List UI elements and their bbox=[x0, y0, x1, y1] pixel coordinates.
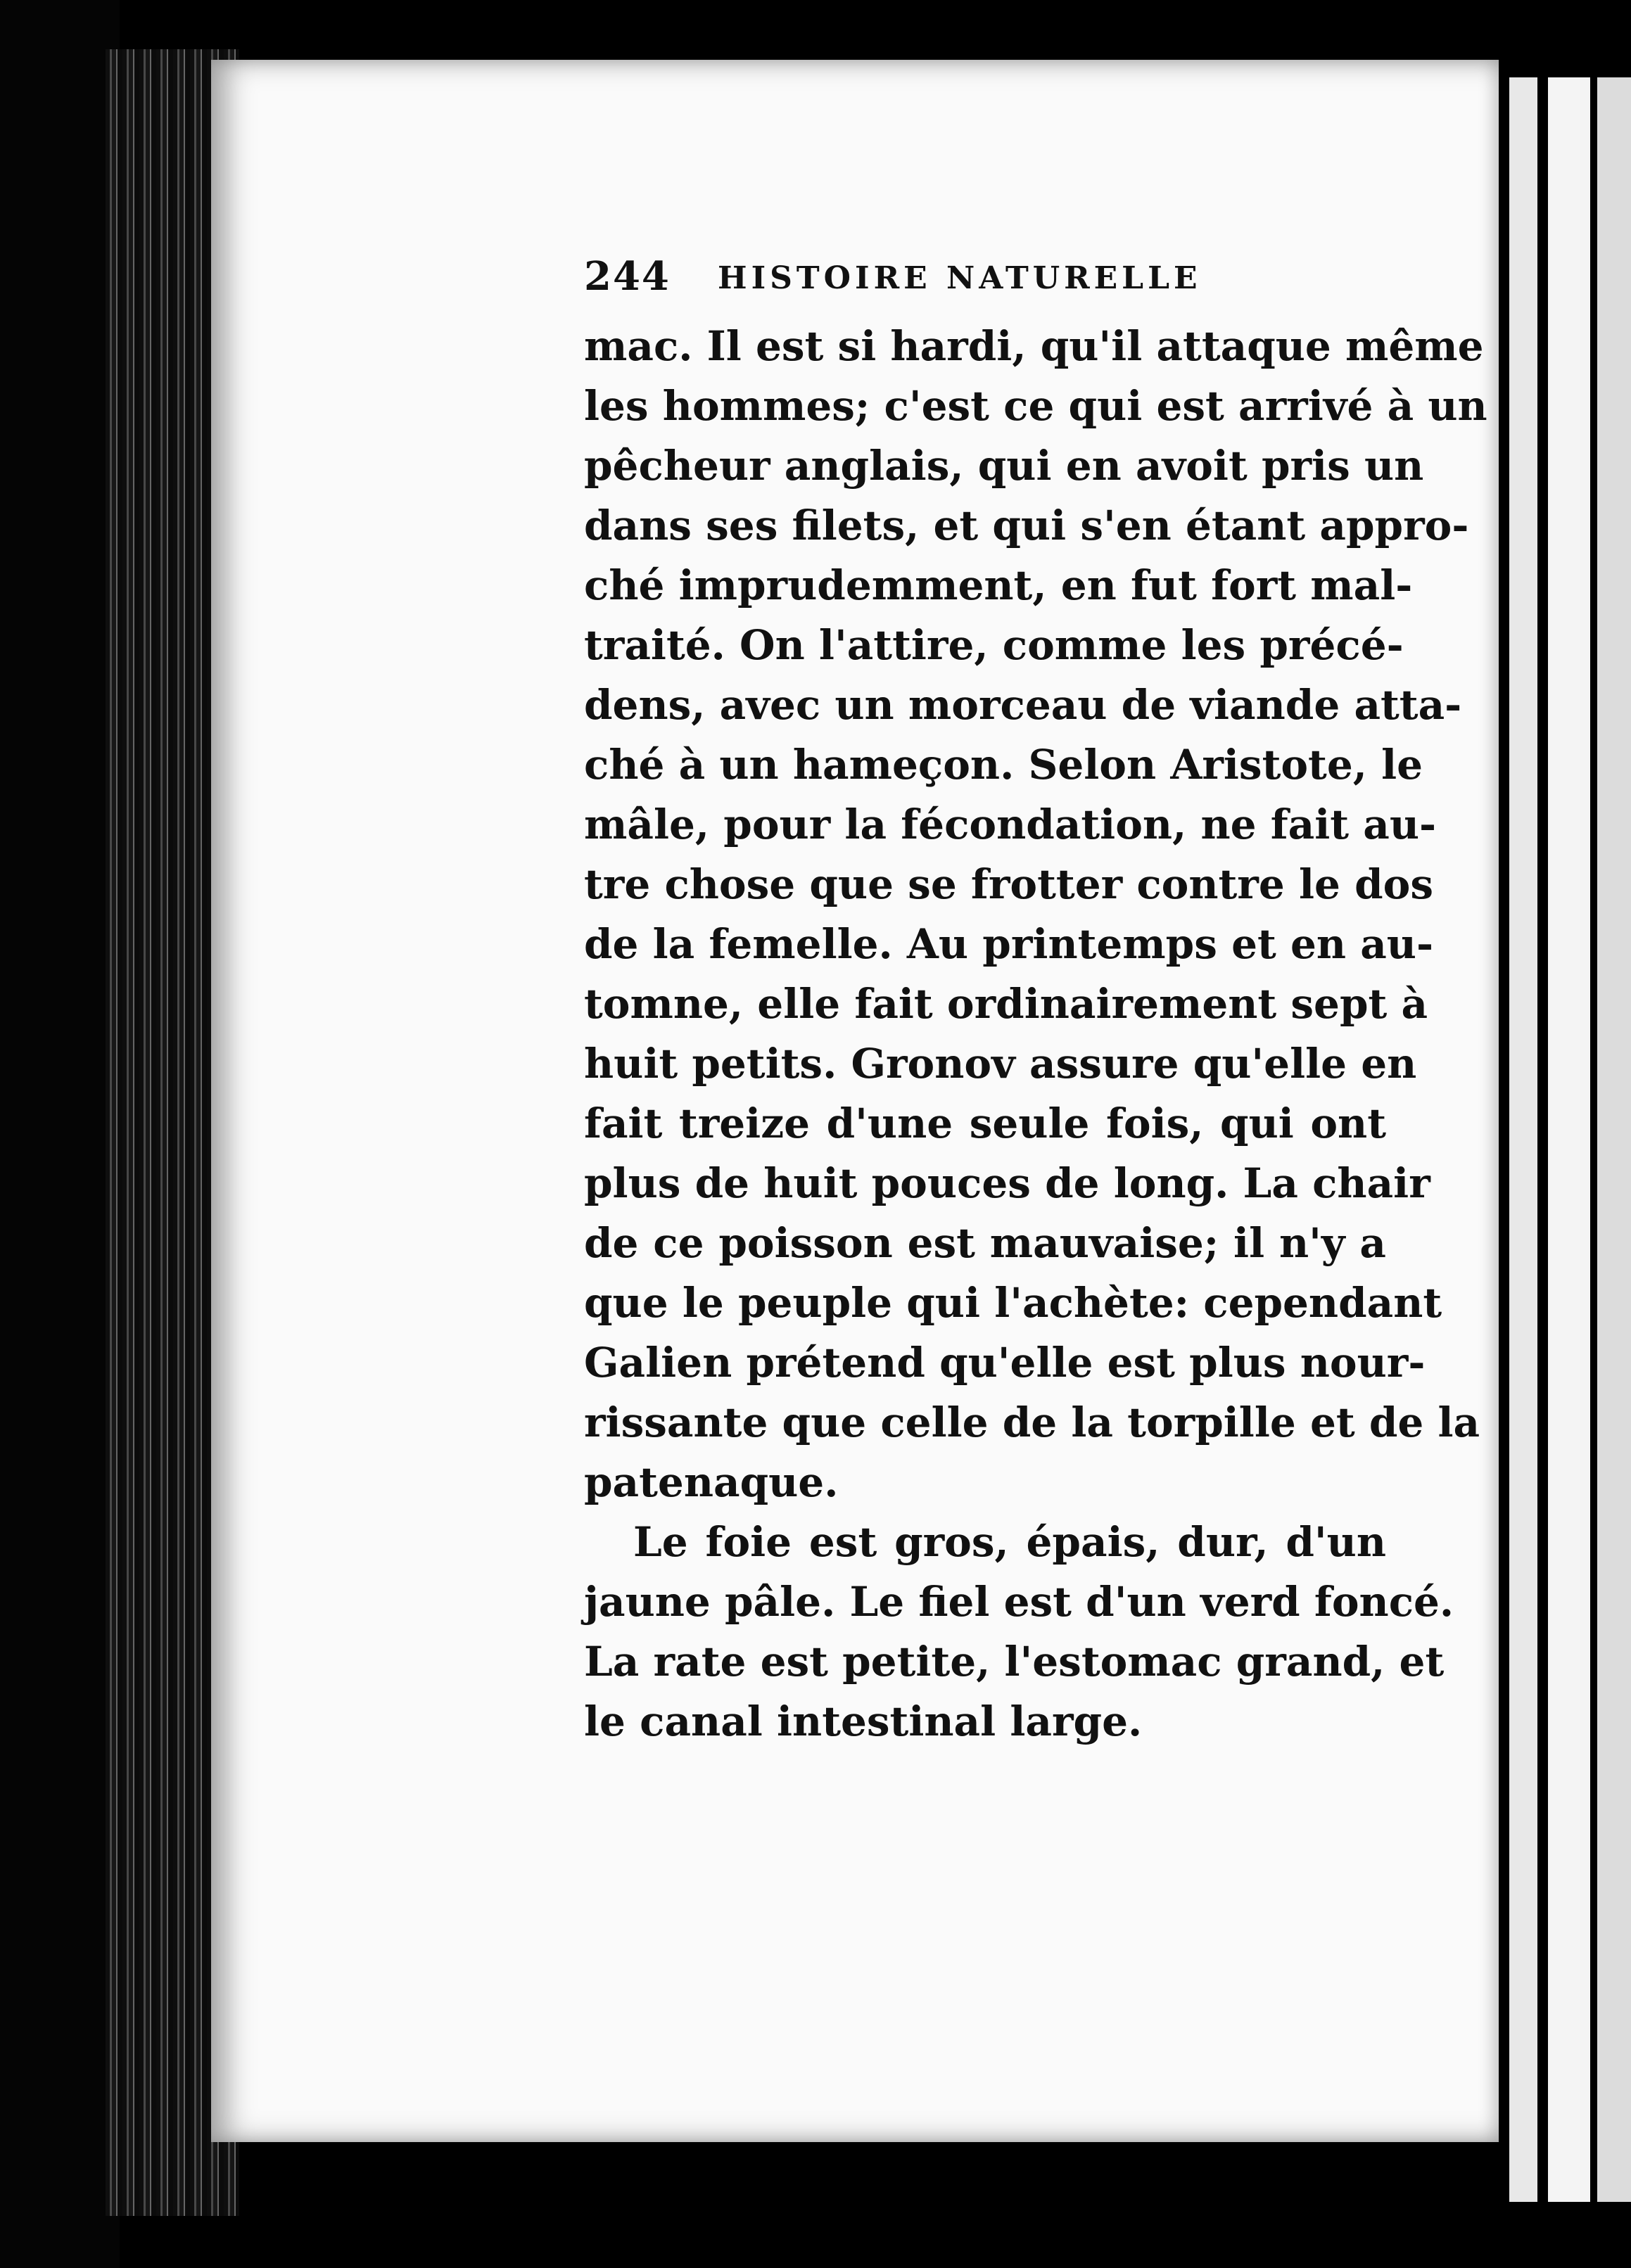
text-line: Le foie est gros, épais, dur, d'un bbox=[633, 1518, 1386, 1566]
text-line: plus de huit pouces de long. La chair bbox=[584, 1159, 1430, 1207]
text-line: mac. Il est si hardi, qu'il attaque même bbox=[584, 322, 1484, 370]
text-line: huit petits. Gronov assure qu'elle en bbox=[584, 1040, 1417, 1088]
right-page-edge bbox=[1597, 77, 1631, 2202]
text-line: de ce poisson est mauvaise; il n'y a bbox=[584, 1219, 1386, 1267]
text-line: traité. On l'attire, comme les précé- bbox=[584, 621, 1404, 669]
text-line: ché imprudemment, en fut fort mal- bbox=[584, 561, 1413, 609]
paragraph-1 bbox=[584, 317, 1487, 1512]
paragraph-2 bbox=[584, 1512, 1454, 1752]
text-line: tre chose que se frotter contre le dos bbox=[584, 860, 1433, 908]
text-line: patenaque. bbox=[584, 1458, 839, 1506]
text-line: ché à un hameçon. Selon Aristote, le bbox=[584, 741, 1423, 789]
text-line: rissante que celle de la torpille et de la bbox=[584, 1399, 1480, 1446]
text-line: jaune pâle. Le fiel est d'un verd foncé. bbox=[584, 1578, 1454, 1626]
text-line: pêcheur anglais, qui en avoit pris un bbox=[584, 442, 1424, 490]
text-line: Galien prétend qu'elle est plus nour- bbox=[584, 1339, 1426, 1387]
text-line: dans ses filets, et qui s'en étant appro- bbox=[584, 502, 1469, 549]
text-line: fait treize d'une seule fois, qui ont bbox=[584, 1100, 1386, 1147]
text-line: le canal intestinal large. bbox=[584, 1697, 1143, 1745]
text-line: que le peuple qui l'achète: cependant bbox=[584, 1279, 1442, 1327]
text-line: mâle, pour la fécondation, ne fait au- bbox=[584, 801, 1437, 848]
scan-background-left bbox=[0, 0, 120, 2268]
text-line: de la femelle. Au printemps et en au- bbox=[584, 920, 1434, 968]
page-text-block bbox=[584, 232, 1487, 1752]
text-line: dens, avec un morceau de viande atta- bbox=[584, 681, 1462, 729]
right-page-edge bbox=[1509, 77, 1537, 2202]
page-number: 244 bbox=[584, 253, 671, 300]
page-header bbox=[584, 232, 1386, 317]
text-line: les hommes; c'est ce qui est arrivé à un bbox=[584, 382, 1487, 430]
text-line: tomne, elle fait ordinairement sept à bbox=[584, 980, 1428, 1028]
text-line: La rate est petite, l'estomac grand, et bbox=[584, 1638, 1445, 1686]
running-head: HISTOIRE NATURELLE bbox=[718, 260, 1202, 296]
right-page-edge bbox=[1548, 77, 1590, 2202]
